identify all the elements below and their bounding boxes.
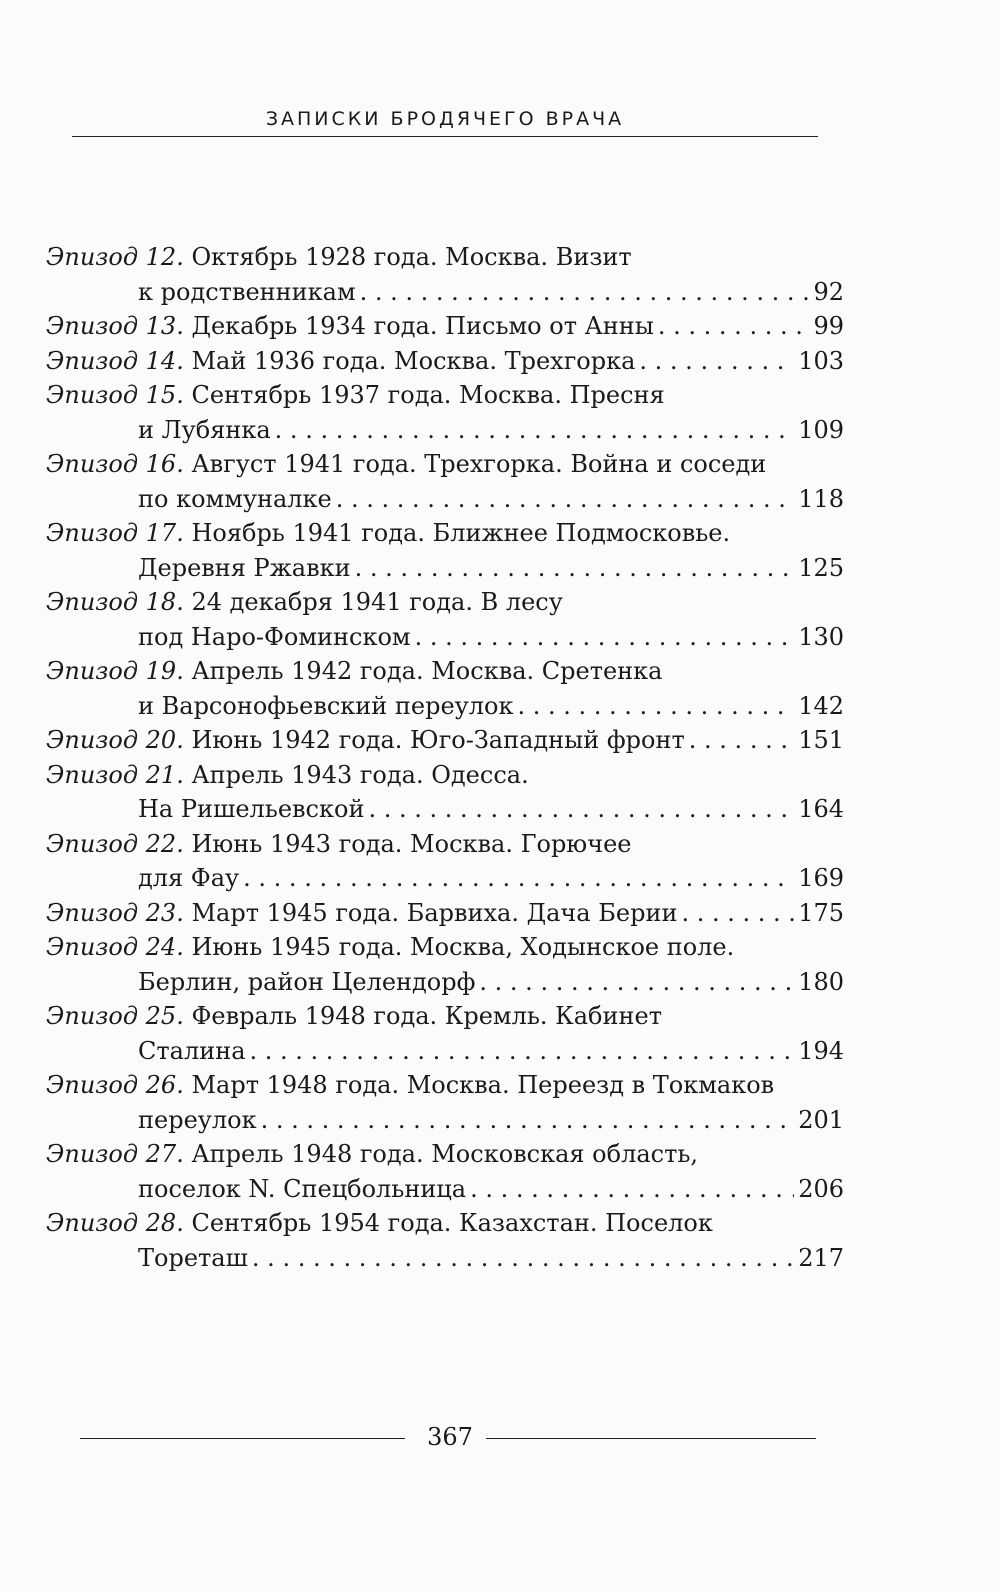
toc-entry-leader-line (46, 896, 844, 931)
toc-entry-title: Сентябрь 1954 года. Казахстан. Поселок (191, 1209, 713, 1237)
toc-entry-leader-line (46, 344, 844, 379)
toc-entry-text (138, 689, 513, 724)
toc-entry-label: Эпизод 22. (46, 829, 184, 858)
toc-entry-text (46, 933, 734, 961)
toc-entry (46, 240, 846, 309)
toc-entry-leader-line (138, 1034, 844, 1069)
toc-entry-title: и Лубянка (138, 415, 271, 444)
toc-entry (46, 723, 846, 758)
page-number: 367 (427, 1423, 473, 1451)
toc-entry-leader-line (138, 1172, 844, 1207)
toc-entry-title: Деревня Ржавки (138, 553, 351, 582)
dot-leader (355, 551, 795, 586)
toc-entry (46, 999, 846, 1068)
toc-entry-leader-line (138, 482, 844, 517)
toc-entry-title: Сталина (138, 1036, 246, 1065)
toc-entry-title: Ноябрь 1941 года. Ближнее Подмосковье. (191, 519, 731, 547)
dot-leader (517, 689, 794, 724)
toc-entry-label: Эпизод 24. (46, 933, 184, 961)
toc-entry-line (46, 654, 846, 689)
toc-entry-line (46, 1241, 846, 1276)
toc-entry-leader-line (138, 551, 844, 586)
toc-entry (46, 1206, 846, 1275)
toc-entry-line (46, 620, 846, 655)
toc-entry-title: 24 декабря 1941 года. В лесу (191, 588, 563, 616)
toc-entry-label: Эпизод 15. (46, 381, 184, 409)
toc-entry-text (46, 657, 662, 685)
toc-entry-text (46, 1071, 774, 1099)
toc-entry-leader-line (46, 723, 844, 758)
toc-entry-leader-line (138, 620, 844, 655)
dot-leader (689, 723, 794, 758)
toc-entry-page: 180 (798, 967, 844, 996)
toc-entry-page: 169 (798, 864, 844, 892)
toc-entry (46, 447, 846, 516)
toc-entry (46, 827, 846, 896)
dot-leader (261, 1103, 795, 1138)
toc-entry-leader-line (46, 309, 844, 344)
toc-entry-page: 109 (798, 415, 844, 444)
toc-entry-page: 142 (798, 691, 844, 720)
dot-leader (470, 1172, 794, 1207)
toc-entry-title: Апрель 1943 года. Одесса. (191, 760, 529, 789)
toc-entry-text (138, 792, 364, 827)
footer-rule-left (80, 1438, 405, 1439)
toc-entry (46, 516, 846, 585)
toc-entry-leader-line (138, 1241, 844, 1276)
dot-leader (250, 1034, 795, 1069)
toc-entry-label: Эпизод 17. (46, 519, 184, 547)
toc-entry-label: Эпизод 18. (46, 588, 184, 616)
toc-entry-line (46, 896, 846, 931)
toc-entry-line (46, 861, 846, 896)
toc-entry-line (46, 1206, 846, 1241)
toc-entry-page: 99 (813, 312, 844, 340)
toc-entry-label: Эпизод 28. (46, 1209, 184, 1237)
toc-entry-title: Июнь 1942 года. Юго-Западный фронт (191, 726, 685, 754)
toc-entry-text (138, 861, 239, 896)
toc-entry-title: по коммуналке (138, 484, 332, 513)
toc-entry-page: 92 (813, 277, 844, 306)
toc-entry-line (46, 1172, 846, 1207)
toc-entry-text (46, 1209, 713, 1237)
toc-entry-page: 151 (798, 726, 844, 754)
toc-entry-text (46, 519, 730, 547)
toc-entry-line (46, 792, 846, 827)
toc-entry-line (46, 447, 846, 482)
toc-entry-title: На Ришельевской (138, 795, 365, 823)
toc-entry-page: 201 (798, 1105, 844, 1134)
toc-entry-text (138, 1034, 246, 1069)
toc-entry-line (46, 413, 846, 448)
toc-entry-title: под Наро-Фоминском (138, 622, 411, 651)
dot-leader (681, 896, 794, 931)
toc-entry-title: Октябрь 1928 года. Москва. Визит (191, 243, 632, 271)
toc-entry-title: Апрель 1948 года. Московская область, (191, 1140, 699, 1168)
footer-rule-right (486, 1438, 816, 1439)
toc-entry-title: к родственникам (138, 277, 356, 306)
toc-entry-line (46, 1068, 846, 1103)
toc-entry-line (46, 275, 846, 310)
toc-entry-leader-line (138, 792, 844, 827)
toc-entry (46, 930, 846, 999)
toc-entry-line (46, 965, 846, 1000)
toc-entry (46, 309, 846, 344)
toc-entry-line (46, 1034, 846, 1069)
toc-entry-text (46, 761, 529, 789)
toc-entry-leader-line (138, 861, 844, 896)
toc-entry-text (138, 965, 475, 1000)
toc-entry-leader-line (138, 275, 844, 310)
toc-entry (46, 654, 846, 723)
toc-entry-text (46, 450, 766, 478)
table-of-contents (46, 240, 846, 1275)
header-rule (72, 136, 818, 137)
toc-entry-title: Апрель 1942 года. Москва. Сретенка (191, 657, 663, 685)
toc-entry-page: 206 (798, 1174, 844, 1203)
toc-entry-label: Эпизод 21. (46, 760, 184, 789)
toc-entry-title: Март 1948 года. Москва. Переезд в Токмаков (191, 1071, 775, 1099)
toc-entry-line (46, 1137, 846, 1172)
toc-entry-title: Июнь 1943 года. Москва. Горючее (191, 829, 632, 858)
toc-entry-title: Март 1945 года. Барвиха. Дача Берии (191, 898, 678, 927)
dot-leader (252, 1241, 794, 1276)
dot-leader (658, 309, 810, 344)
toc-entry-label: Эпизод 27. (46, 1140, 184, 1168)
dot-leader (275, 413, 795, 448)
toc-entry-label: Эпизод 19. (46, 657, 184, 685)
toc-entry-line (46, 723, 846, 758)
toc-entry-text (138, 413, 271, 448)
toc-entry-page: 194 (798, 1036, 844, 1065)
toc-entry-text (46, 830, 631, 858)
running-head: ЗАПИСКИ БРОДЯЧЕГО ВРАЧА (265, 108, 625, 130)
toc-entry-text (138, 620, 411, 655)
toc-entry-text (138, 275, 356, 310)
toc-entry-text (138, 1103, 257, 1138)
toc-entry-page: 164 (798, 795, 844, 823)
toc-entry-title: Берлин, район Целендорф (138, 967, 476, 996)
toc-entry-line (46, 689, 846, 724)
toc-entry-text (138, 551, 351, 586)
toc-entry-label: Эпизод 20. (46, 726, 184, 754)
toc-entry-text (46, 723, 685, 758)
toc-entry-line (46, 516, 846, 551)
toc-entry-text (138, 1172, 466, 1207)
toc-entry-line (46, 309, 846, 344)
toc-entry-text (46, 896, 677, 931)
toc-entry-text (46, 1002, 662, 1030)
toc-entry-text (138, 482, 332, 517)
toc-entry-title: поселок N. Спецбольница (138, 1174, 467, 1203)
toc-entry (46, 1137, 846, 1206)
dot-leader (479, 965, 794, 1000)
toc-entry-line (46, 827, 846, 862)
toc-entry-line (46, 378, 846, 413)
toc-entry-line (46, 551, 846, 586)
toc-entry-title: и Варсонофьевский переулок (138, 691, 514, 720)
toc-entry-title: Май 1936 года. Москва. Трехгорка (191, 346, 636, 375)
toc-entry (46, 758, 846, 827)
toc-entry-page: 175 (798, 898, 844, 927)
dot-leader (639, 344, 794, 379)
toc-entry (46, 378, 846, 447)
toc-entry-page: 217 (798, 1243, 844, 1272)
toc-entry-label: Эпизод 25. (46, 1002, 184, 1030)
dot-leader (360, 275, 810, 310)
page-footer (80, 1422, 816, 1452)
toc-entry-page: 103 (798, 346, 844, 375)
toc-entry-line (46, 344, 846, 379)
toc-entry-page: 118 (798, 484, 844, 513)
dot-leader (368, 792, 794, 827)
toc-entry (46, 896, 846, 931)
toc-entry-text (46, 381, 665, 409)
toc-entry-line (46, 930, 846, 965)
toc-entry-label: Эпизод 13. (46, 312, 184, 340)
toc-entry-title: Февраль 1948 года. Кремль. Кабинет (191, 1002, 662, 1030)
toc-entry-page: 125 (798, 553, 844, 582)
toc-entry (46, 585, 846, 654)
toc-entry-label: Эпизод 26. (46, 1071, 184, 1099)
toc-entry-leader-line (138, 965, 844, 1000)
toc-entry-line (46, 240, 846, 275)
dot-leader (336, 482, 794, 517)
toc-entry-text (46, 243, 632, 271)
toc-entry-line (46, 1103, 846, 1138)
toc-entry-line (46, 482, 846, 517)
toc-entry-text (46, 309, 654, 344)
toc-entry-line (46, 758, 846, 793)
toc-entry (46, 1068, 846, 1137)
toc-entry-leader-line (138, 413, 844, 448)
toc-entry-text (46, 1140, 698, 1168)
toc-entry-label: Эпизод 14. (46, 346, 184, 375)
toc-entry-text (138, 1241, 248, 1276)
toc-entry-label: Эпизод 16. (46, 450, 184, 478)
toc-entry-text (46, 588, 563, 616)
toc-entry-leader-line (138, 1103, 844, 1138)
toc-entry-page: 130 (798, 622, 844, 651)
toc-entry-text (46, 344, 635, 379)
toc-entry-line (46, 585, 846, 620)
toc-entry-label: Эпизод 12. (46, 243, 184, 271)
toc-entry-title: Тореташ (138, 1243, 248, 1272)
toc-entry-leader-line (138, 689, 844, 724)
toc-entry-title: переулок (138, 1105, 257, 1134)
toc-entry (46, 344, 846, 379)
toc-entry-label: Эпизод 23. (46, 898, 184, 927)
toc-entry-title: Июнь 1945 года. Москва, Ходынское поле. (191, 933, 735, 961)
toc-entry-title: Декабрь 1934 года. Письмо от Анны (191, 312, 654, 340)
dot-leader (243, 861, 794, 896)
toc-entry-line (46, 999, 846, 1034)
dot-leader (415, 620, 795, 655)
toc-entry-title: Август 1941 года. Трехгорка. Война и соседи (191, 450, 767, 478)
toc-entry-title: для Фау (138, 864, 240, 892)
toc-entry-title: Сентябрь 1937 года. Москва. Пресня (191, 381, 665, 409)
